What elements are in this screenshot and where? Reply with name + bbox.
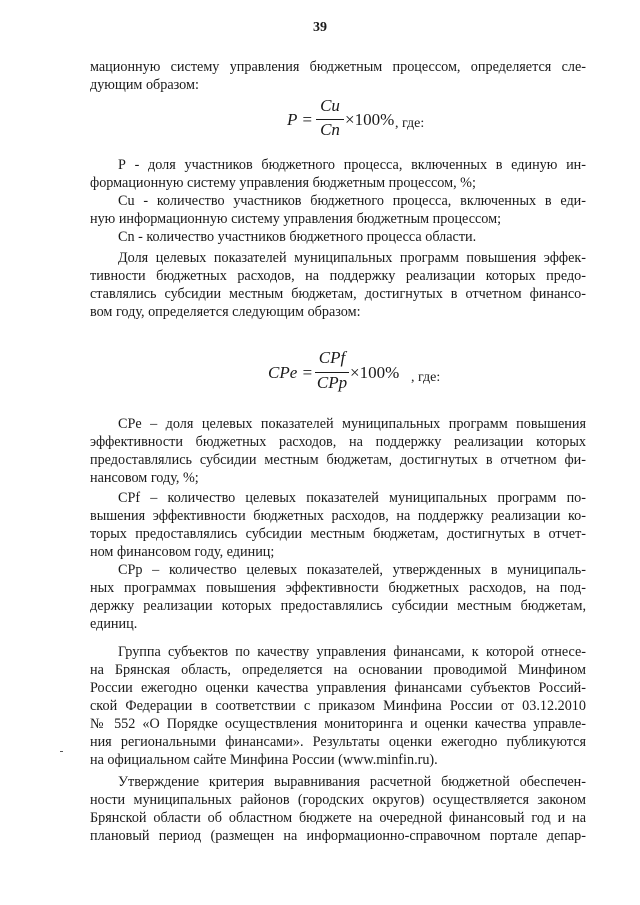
text-line: эффективности бюджетных расходов, на поддержку реализации которых: [90, 434, 586, 450]
text-line: торых предоставлялись субсидии местным бюджетам, достигнутых в отчет-: [90, 526, 586, 542]
text-line: ской Федерации в соответствии с приказом Минфина России от 03.12.2010: [90, 698, 586, 714]
text-line: на официальном сайте Минфина России (www.minfin.ru).: [90, 752, 438, 768]
text-line: плановый период (размещен на информационно-справочном портале депар-: [90, 828, 586, 844]
formula-lhs: CPe =: [268, 363, 313, 382]
text-line: № 552 «О Порядке осуществления мониторинга и оценки качества управле-: [90, 716, 586, 732]
text-line: Брянской области об областном бюджете на очередной финансовый год и на: [90, 810, 586, 826]
page-number: 39: [313, 20, 327, 35]
text-line: ставлялись субсидии местным бюджетам, достигнутых в отчетном финансо-: [90, 286, 586, 302]
text-line: Доля целевых показателей муниципальных программ повышения эффек-: [118, 250, 586, 266]
text-line: Cn - количество участников бюджетного процесса области.: [118, 229, 477, 245]
text-line: CPf – количество целевых показателей муниципальных программ по-: [118, 490, 586, 506]
formula-share-indicators: [268, 348, 448, 398]
text-line: Утверждение критерия выравнивания расчетной бюджетной обеспечен-: [118, 774, 586, 790]
text-line: CPp – количество целевых показателей, утвержденных в муниципаль-: [118, 562, 586, 578]
formula-numerator: Cu: [320, 96, 340, 115]
text-line: дующим образом:: [90, 77, 199, 93]
text-line: ния региональными финансами». Результаты оценки ежегодно публикуются: [90, 734, 586, 750]
text-line: вом году, определяется следующим образом:: [90, 304, 361, 320]
formula-denominator: CPp: [316, 373, 348, 392]
formula-suffix: , где:: [411, 370, 441, 385]
formula-share-participants: [287, 96, 447, 144]
formula-suffix: , где:: [395, 116, 425, 131]
formula-lhs: P =: [287, 110, 313, 129]
text-line: ную информационную систему управления бюджетным процессом;: [90, 211, 502, 227]
margin-mark: [60, 751, 63, 752]
text-line: единиц.: [90, 616, 138, 632]
text-line: Р - доля участников бюджетного процесса, включенных в единую ин-: [118, 157, 586, 173]
text-line: ном финансовом году, единиц;: [90, 544, 275, 560]
text-line: вышения эффективности бюджетных расходов, на поддержку реализации ко-: [90, 508, 586, 524]
text-line: формационную систему управления бюджетным процессом, %;: [90, 175, 476, 191]
text-line: России ежегодно оценки качества управления финансами субъектов Россий-: [90, 680, 586, 696]
text-line: мационную систему управления бюджетным процессом, определяется сле-: [90, 59, 586, 75]
formula-numerator: CPf: [318, 348, 346, 367]
text-line: предоставлялись субсидии местным бюджетам, достигнутых в отчетном фи-: [90, 452, 586, 468]
text-line: держку реализации которых предоставлялись субсидии местным бюджетам,: [90, 598, 586, 614]
formula-denominator: Cn: [320, 120, 340, 139]
text-line: ных программах повышения эффективности бюджетных расходов, на под-: [90, 580, 586, 596]
text-line: тивности бюджетных расходов, на поддержку реализации которых предо-: [90, 268, 586, 284]
text-line: CPe – доля целевых показателей муниципальных программ повышения: [118, 416, 586, 432]
text-line: Группа субъектов по качеству управления финансами, к которой отнесе-: [118, 644, 586, 660]
formula-multiplier: ×100%: [345, 110, 395, 129]
text-line: на Брянская область, определяется на основании проводимой Минфином: [90, 662, 586, 678]
text-line: ности муниципальных районов (городских округов) осуществляется законом: [90, 792, 586, 808]
text-line: Cu - количество участников бюджетного процесса, включенных в еди-: [118, 193, 586, 209]
formula-multiplier: ×100%: [350, 363, 400, 382]
text-line: нансовом году, %;: [90, 470, 199, 486]
